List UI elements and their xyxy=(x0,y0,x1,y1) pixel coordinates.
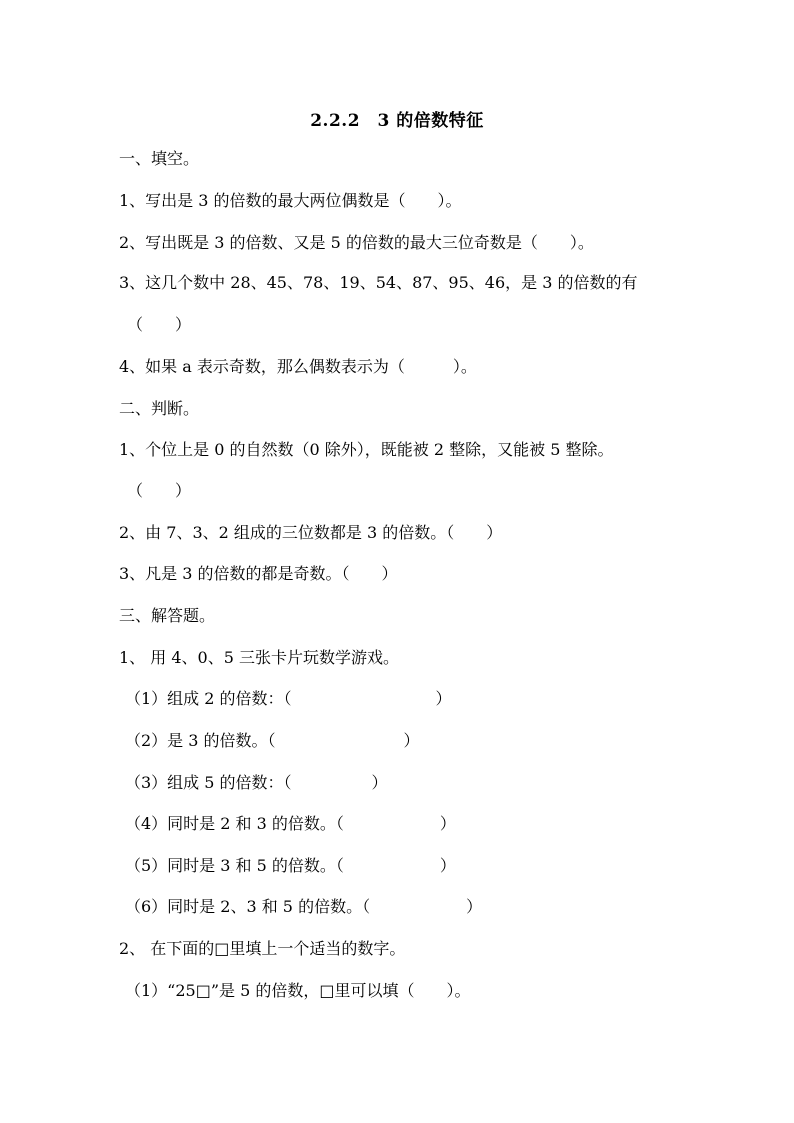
question-fill-3: 3、这几个数中 28、45、78、19、54、87、95、46，是 3 的倍数的有 xyxy=(119,273,638,292)
sub-question-2-1: （1）“25□”是 5 的倍数，□里可以填（ ）。 xyxy=(125,981,471,1000)
answer-blank-judge-1: （ ） xyxy=(127,481,192,500)
question-solve-1: 1、 用 4、0、5 三张卡片玩数学游戏。 xyxy=(119,648,399,667)
sub-question-4: （4）同时是 2 和 3 的倍数。（ ） xyxy=(125,814,456,833)
section-heading-solve: 三、解答题。 xyxy=(119,606,216,625)
question-solve-2: 2、 在下面的□里填上一个适当的数字。 xyxy=(119,939,406,958)
question-fill-4: 4、如果 a 表示奇数，那么偶数表示为（ ）。 xyxy=(119,357,477,376)
question-fill-2: 2、写出既是 3 的倍数、又是 5 的倍数的最大三位奇数是（ ）。 xyxy=(119,233,594,252)
sub-question-2: （2）是 3 的倍数。（ ） xyxy=(125,731,420,750)
question-judge-3: 3、凡是 3 的倍数的都是奇数。（ ） xyxy=(119,564,398,583)
sub-question-1: （1）组成 2 的倍数：（ ） xyxy=(125,689,452,708)
sub-question-6: （6）同时是 2、3 和 5 的倍数。（ ） xyxy=(125,897,483,916)
answer-blank-fill-3: （ ） xyxy=(127,315,192,334)
page-title: 2.2.2 3 的倍数特征 xyxy=(310,111,484,131)
section-heading-judgement: 二、判断。 xyxy=(119,399,200,418)
section-heading-fill-in: 一、填空。 xyxy=(119,149,200,168)
sub-question-3: （3）组成 5 的倍数：（ ） xyxy=(125,773,388,792)
question-judge-2: 2、由 7、3、2 组成的三位数都是 3 的倍数。（ ） xyxy=(119,523,503,542)
question-judge-1: 1、个位上是 0 的自然数（0 除外），既能被 2 整除，又能被 5 整除。 xyxy=(119,440,614,459)
sub-question-5: （5）同时是 3 和 5 的倍数。（ ） xyxy=(125,856,456,875)
question-fill-1: 1、写出是 3 的倍数的最大两位偶数是（ ）。 xyxy=(119,191,462,210)
